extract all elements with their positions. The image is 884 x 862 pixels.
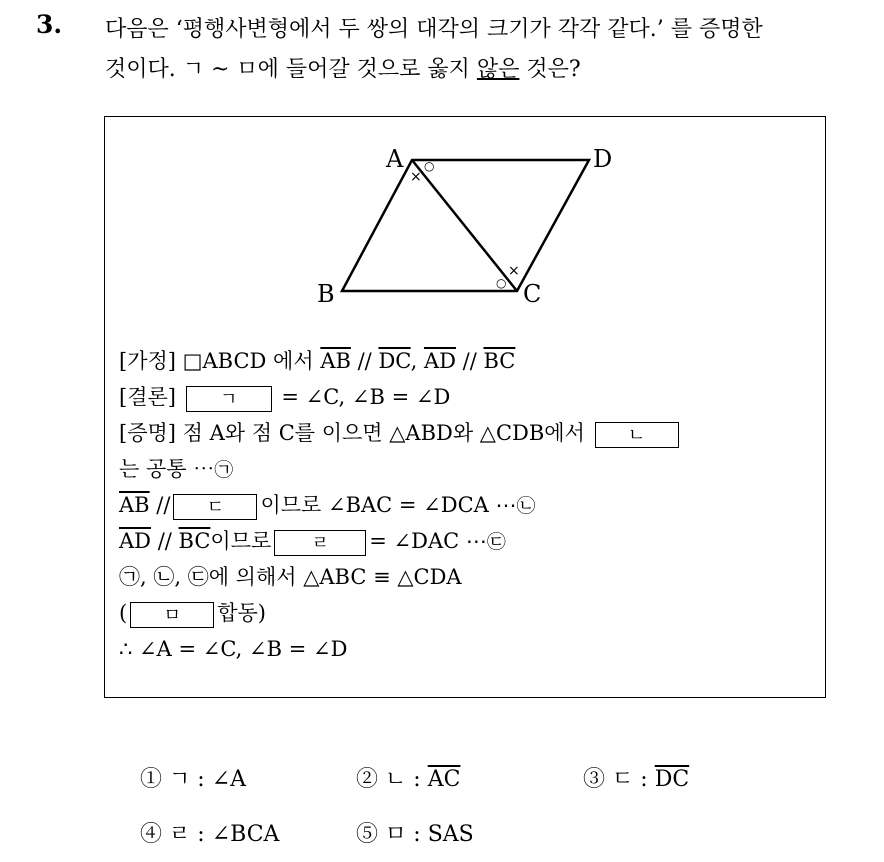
vertex-label-d: D (593, 145, 613, 173)
parallel-symbol: // (350, 349, 379, 373)
choice-answer: $\overline{AC}$ (427, 767, 461, 792)
choice-2[interactable] (356, 752, 583, 807)
choice-answer: ∠BCA (211, 822, 280, 847)
angle-mark-cross-a: × (410, 169, 422, 185)
choice-letter: ㅁ (385, 822, 407, 847)
proof-assumption (119, 343, 819, 379)
choice-1[interactable] (140, 752, 356, 807)
question-line-2-start: 것이다. ㄱ ~ ㅁ에 들어갈 것으로 옳지 (105, 57, 477, 82)
blank-box-a: ㄱ (186, 386, 272, 412)
angle-mark-circle-a: ○ (424, 159, 435, 173)
segment-ad: $\overline{AD}$ (119, 529, 152, 553)
question-line-2-end: 것은? (519, 57, 581, 82)
conclusion-text: = ∠C, ∠B = ∠D (281, 385, 451, 409)
choice-number: ④ (140, 822, 163, 847)
choice-number: ⑤ (356, 822, 379, 847)
circled-mark-1: ㉠ (214, 459, 234, 481)
choice-number: ③ (583, 767, 606, 792)
circled-mark-3: ㉢ (486, 531, 506, 553)
proof-line-2-text: 는 공통 ⋯ (119, 457, 215, 481)
segment-ab: $\overline{AB}$ (119, 493, 150, 517)
segment-dc: $\overline{DC}$ (378, 349, 411, 373)
proof-line-4-tail: = ∠DAC ⋯ (369, 529, 487, 553)
choice-answer: SAS (427, 822, 474, 847)
circled-mark-2: ㉡ (516, 495, 536, 517)
blank-box-d: ㄹ (274, 530, 366, 556)
angle-mark-cross-c: × (508, 263, 520, 279)
proof-label: [증명] (119, 421, 176, 445)
choice-5[interactable] (356, 807, 583, 862)
proof-line-6 (119, 595, 819, 631)
diagonal-ac (412, 160, 517, 291)
question-text (105, 10, 875, 90)
proof-line-3-text: 이므로 ∠BAC = ∠DCA ⋯ (260, 493, 517, 517)
segment-bc: $\overline{BC}$ (483, 349, 516, 373)
answer-choices (140, 752, 689, 862)
segment-bc: $\overline{BC}$ (178, 529, 211, 553)
choice-row-1 (140, 752, 689, 807)
choice-letter: ㄴ (385, 767, 407, 792)
proof-line-7: ∴ ∠A = ∠C, ∠B = ∠D (119, 637, 348, 661)
choice-3[interactable] (583, 752, 689, 807)
question-line-1: 다음은 ‘평행사변형에서 두 쌍의 대각의 크기가 각각 같다.’ 를 증명한 (105, 17, 763, 42)
proof-conclusion (119, 379, 819, 415)
vertex-label-b: B (317, 280, 335, 308)
proof-line-1 (119, 415, 819, 451)
proof-line-2 (119, 451, 819, 487)
choice-colon: : (406, 822, 428, 847)
parallel-symbol: // (455, 349, 484, 373)
assumption-text: □ABCD 에서 (175, 349, 321, 373)
choice-number: ② (356, 767, 379, 792)
vertex-label-c: C (523, 280, 542, 308)
question-line-2 (105, 50, 875, 90)
parallelogram-figure (105, 117, 825, 337)
proof-text (119, 343, 819, 667)
parallel-symbol: // (149, 493, 171, 517)
choice-row-2 (140, 807, 689, 862)
separator: , (410, 349, 424, 373)
choice-4[interactable] (140, 807, 356, 862)
blank-box-c: ㄷ (173, 494, 257, 520)
blank-box-e: ㅁ (130, 602, 214, 628)
choice-letter: ㄷ (612, 767, 634, 792)
choice-number: ① (140, 767, 163, 792)
underlined-word: 않은 (476, 57, 520, 82)
segment-ad: $\overline{AD}$ (423, 349, 456, 373)
choice-colon: : (190, 767, 212, 792)
choice-colon: : (633, 767, 655, 792)
open-paren: ( (119, 601, 128, 625)
angle-mark-circle-c: ○ (496, 276, 507, 290)
proof-line-1-text: 점 A와 점 C를 이으면 △ABD와 △CDB에서 (175, 421, 585, 445)
conclusion-label: [결론] (119, 385, 176, 409)
blank-box-b: ㄴ (595, 422, 679, 448)
assumption-label: [가정] (119, 349, 176, 373)
parallel-symbol: // (151, 529, 179, 553)
choice-colon: : (406, 767, 428, 792)
proof-box (104, 116, 826, 698)
proof-line-3 (119, 487, 819, 523)
choice-letter: ㄱ (169, 767, 191, 792)
choice-colon: : (190, 822, 212, 847)
question-number: 3. (36, 10, 63, 39)
proof-line-6-text: 합동) (217, 601, 266, 625)
choice-answer: $\overline{DC}$ (654, 767, 690, 792)
proof-line-4 (119, 523, 819, 559)
choice-answer: ∠A (211, 767, 247, 792)
segment-ab: $\overline{AB}$ (320, 349, 351, 373)
proof-line-4-text: 이므로 (210, 529, 272, 553)
choice-letter: ㄹ (169, 822, 191, 847)
proof-line-5: ㉠, ㉡, ㉢에 의해서 △ABC ≡ △CDA (119, 565, 462, 589)
vertex-label-a: A (386, 145, 404, 173)
